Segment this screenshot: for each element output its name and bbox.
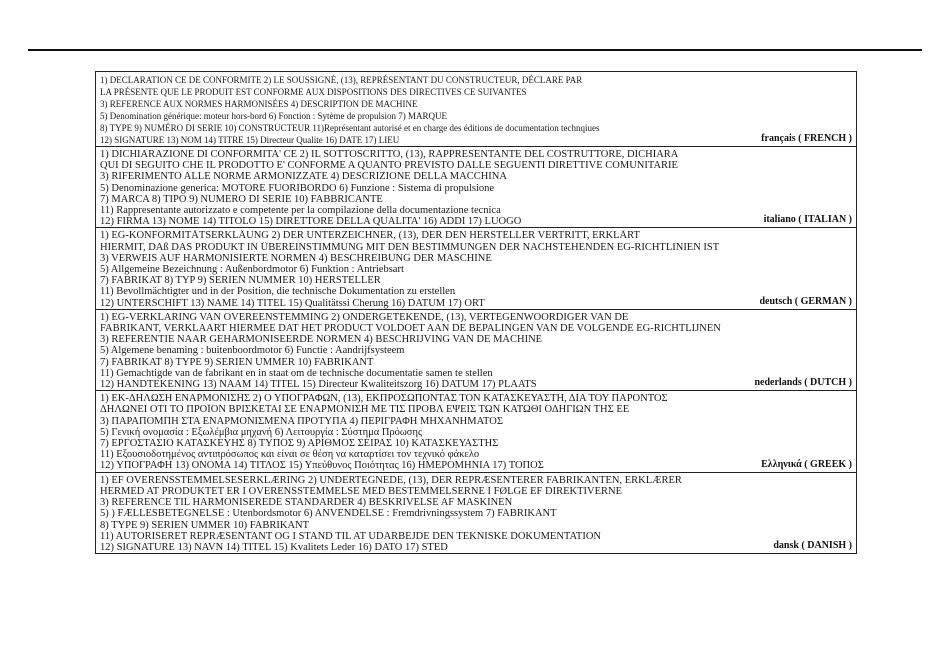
text-line: 7) FABRIKAT 8) TYP 9) SERIEN NUMMER 10) HERSTELLER: [100, 275, 381, 287]
text-line: 3) REFERENCE TIL HARMONISEREDE STANDARDER 4) BESKRIVELSE AF MASKINEN: [100, 497, 513, 509]
text-line: 1) EG-KONFORMITÄTSERKLÄUNG 2) DER UNTERZEICHNER, (13), DER DEN HERSTELLER VERTRITT, ERKLÄRT: [100, 230, 640, 242]
text-line: 8) TYPE 9) SERIEN UMMER 10) FABRIKANT: [100, 519, 310, 531]
text-line: 11) Gemachtigde van de fabrikant en in staat om de technische documentatie samen te stellen: [100, 367, 493, 379]
text-line: 7) ΕΡΓΟΣΤΑΣΙΟ ΚΑΤΑΣΚΕΥΗΣ 8) ΤΥΠΟΣ 9) ΑΡΙΘΜΟΣ ΣΕΙΡΑΣ 10) ΚΑΤΑΣΚΕΥΑΣΤΗΣ: [100, 438, 499, 450]
text-line: 5) Denominazione generica: MOTORE FUORIBORDO 6) Funzione : Sistema di propulsione: [100, 182, 495, 194]
text-line: 3) ΠΑΡΑΠΟΜΠΗ ΣΤΑ ΕΝΑΡΜΟΝΙΣΜΕΝΑ ΠΡΟΤΥΠΑ 4) ΠΕΡΙΓΡΑΦΗ ΜΗΧΑΝΗΜΑΤΟΣ: [100, 415, 503, 427]
language-label: italiano ( ITALIAN ): [763, 214, 852, 226]
text-line: 11) Bevollmächtigter und in der Position, die technische Dokumentation zu erstellen: [100, 286, 456, 298]
language-label: Ελληνικά ( GREEK ): [761, 458, 852, 470]
text-line: FABRIKANT, VERKLAART HIERMEE DAT HET PRODUCT VOLDOET AAN DE BEPALINGEN VAN DE VOLGENDE EG-RICHTLIJNEN: [100, 323, 721, 335]
text-line: 12) FIRMA 13) NOME 14) TITOLO 15) DIRETTORE DELLA QUALITA' 16) ADDÌ 17) LUOGO: [100, 216, 522, 228]
text-line: 8) TYPE 9) NUMÉRO DI SERIE 10) CONSTRUCTEUR 11)Représentant autorisé et en charge des éditions de documentation technqiues: [100, 123, 600, 133]
language-label: deutsch ( GERMAN ): [759, 295, 852, 307]
text-line: HERMED AT PRODUKTET ER I OVERENSSTEMMELSE MED BESTEMMELSERNE I FØLGE EF DIREKTIVERNE: [100, 485, 622, 497]
text-line: 5) ) FÆLLESBETEGNELSE : Utenbordsmotor 6) ANVENDELSE : Fremdrivningssystem 7) FABRIKANT: [100, 508, 557, 520]
section-italian: [96, 147, 856, 228]
section-danish: [96, 473, 856, 553]
text-line: 5) Denomination générique: moteur hors-bord 6) Fonction : Sytème de propulsion 7) MARQUE: [100, 111, 447, 121]
text-line: 5) Γενική ονομασία : Εξωλέμβια μηχανή 6) Λειτουργία : Σύστημα Πρόωσης: [100, 426, 423, 438]
text-line: 3) REFERENCE AUX NORMES HARMONISÉES 4) DESCRIPTION DE MACHINE: [100, 99, 418, 109]
language-label: dansk ( DANISH ): [773, 540, 852, 552]
text-line: 1) DECLARATION CE DE CONFORMITE 2) LE SOUSSIGNÉ, (13), REPRÉSENTANT DU CONSTRUCTEUR, DÉCLARE PAR: [100, 75, 583, 85]
text-line: 3) VERWEIS AUF HARMONISIERTE NORMEN 4) BESCHREIBUNG DER MASCHINE: [100, 252, 492, 264]
text-line: HIERMIT, DAß DAS PRODUKT IN ÜBEREINSTIMMUNG MIT DEN BESTIMMUNGEN DER NACHSTEHENDEN EG-RICHTLINIEN IST: [100, 241, 720, 253]
text-line: 1) EG-VERKLARING VAN OVEREENSTEMMING 2) ONDERGETEKENDE, (13), VERTEGENWOORDIGER VAN DE: [100, 311, 629, 323]
text-line: 12) HANDTEKENING 13) NAAM 14) TITEL 15) Directeur Kwaliteitszorg 16) DATUM 17) PLAATS: [100, 379, 537, 391]
text-line: 5) Allgemeine Bezeichnung : Außenbordmotor 6) Funktion : Antriebsart: [100, 264, 404, 276]
text-line: 1) ΕΚ-ΔΗΛΩΣΗ ΕΝΑΡΜΟΝΙΣΗΣ 2) Ο ΥΠΟΓΡΑΦΩΝ, (13), ΕΚΠΡΟΣΩΠΟΝΤΑΣ ΤΟΝ ΚΑΤΑΣΚΕΥΑΣΤΗ, ΔΙΑ ΤΟΥ ΠΑΡΟΝΤΟΣ: [100, 393, 668, 405]
top-rule: [28, 49, 922, 51]
text-line: 12) SIGNATURE 13) NAVN 14) TITEL 15) Kvalitets Leder 16) DATO 17) STED: [100, 541, 448, 553]
declaration-table: [95, 71, 857, 554]
text-line: LA PRÉSENTE QUE LE PRODUIT EST CONFORME AUX DISPOSITIONS DES DIRECTIVES CE SUIVANTES: [100, 87, 527, 97]
text-line: ΔΗΛΩΝΕΙ ΟΤΙ ΤΟ ΠΡΟΪΟΝ ΒΡΙΣΚΕΤΑΙ ΣΕ ΕΝΑΡΜΟΝΙΣΗ ΜΕ ΤΙΣ ΠΡΟΒΛ ΕΨΕΙΣ ΤΩΝ ΚΑΤΩΘΙ ΟΔΗΓΙΩΝ ΤΗΣ ΕΕ: [100, 404, 630, 416]
language-label: nederlands ( DUTCH ): [754, 377, 852, 389]
text-line: 5) Algemene benaming : buitenboordmotor 6) Functie : Aandrijfsysteem: [100, 345, 405, 357]
text-line: 12) SIGNATURE 13) NOM 14) TITRE 15) Directeur Qualite 16) DATE 17) LIEU: [100, 135, 400, 145]
section-french: [96, 72, 856, 147]
language-label: français ( FRENCH ): [761, 133, 852, 144]
text-line: 11) Rappresentante autorizzato e competente per la compilazione della documentazione tecnica: [100, 205, 501, 217]
text-line: QUI DI SEGUITO CHE IL PRODOTTO E' CONFORME A QUANTO PREVISTO DALLE SEGUENTI DIRETTIVE COMUNITARIE: [100, 160, 678, 172]
section-dutch: [96, 310, 856, 391]
text-line: 1) EF OVERENSSTEMMELSESERKLÆRING 2) UNDERTEGNEDE, (13), DER REPRÆSENTERER FABRIKANTEN, ERKLÆRER: [100, 474, 682, 486]
section-greek: [96, 391, 856, 472]
text-line: 11) AUTORISERET REPRÆSENTANT OG I STAND TIL AT UDARBEJDE DEN TEKNISKE DOKUMENTATION: [100, 530, 601, 542]
text-line: 3) REFERENTIE NAAR GEHARMONISEERDE NORMEN 4) BESCHRIJVING VAN DE MACHINE: [100, 334, 543, 346]
text-line: 7) FABRIKAT 8) TYPE 9) SERIEN UMMER 10) FABRIKANT: [100, 356, 374, 368]
text-line: 12) ΥΠΟΓΡΑΦΗ 13) ΟΝΟΜΑ 14) ΤΙΤΛΟΣ 15) Υπεύθυνος Ποιότητας 16) ΗΜΕΡΟΜΗΝΙΑ 17) ΤΟΠΟΣ: [100, 460, 544, 472]
text-line: 3) RIFERIMENTO ALLE NORME ARMONIZZATE 4) DESCRIZIONE DELLA MACCHINA: [100, 171, 507, 183]
text-line: 11) Εξουσιοδοτημένος αντιπρόσωπος και είναι σε θέση να καταρτίσει τον τεχνικό φάκελο: [100, 449, 480, 461]
text-line: 1) DICHIARAZIONE DI CONFORMITA' CE 2) IL SOTTOSCRITTO, (13), RAPPRESENTANTE DEL COSTRUTTORE, DICHIARA: [100, 149, 679, 160]
section-german: [96, 228, 856, 309]
text-line: 12) UNTERSCHIFT 13) NAME 14) TITEL 15) Qualitätssi Cherung 16) DATUM 17) ORT: [100, 297, 485, 309]
text-line: 7) MARCA 8) TIPO 9) NUMERO DI SERIE 10) FABBRICANTE: [100, 193, 383, 205]
